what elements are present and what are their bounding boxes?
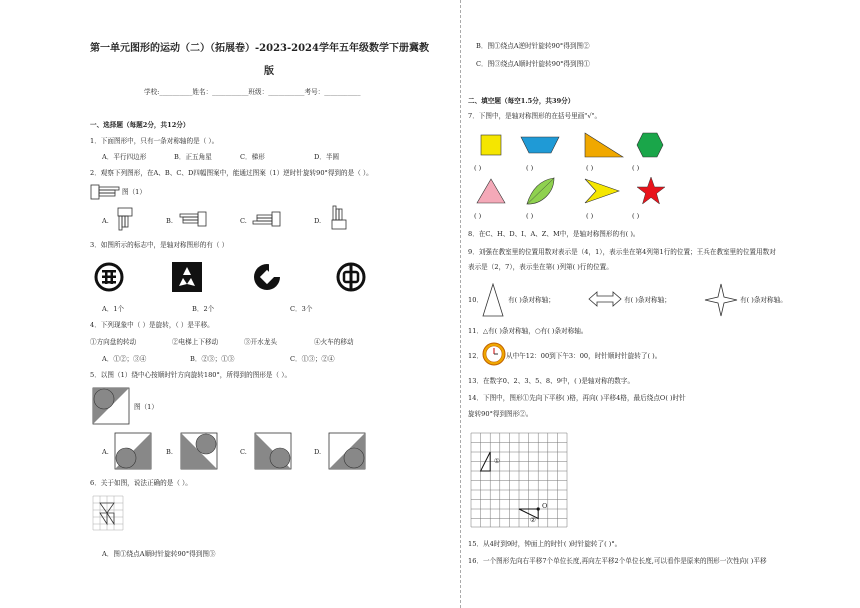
q4-option-c: C．①③；②④ (290, 355, 335, 363)
clock-icon (482, 342, 506, 366)
q14-label-2: ② (530, 516, 536, 524)
q4-item-1: ①方向盘的转动 (90, 338, 137, 346)
q15-text: 15．从4时到9时，钟面上的时针( )时针旋转了( )°。 (468, 540, 622, 548)
q2-option-a: A. (102, 217, 109, 225)
q6-option-c: C．图③绕点A顺时针旋转90°得到图① (476, 60, 590, 68)
four-point-star-icon (704, 283, 738, 317)
q7-paren-5: ( ) (474, 212, 482, 220)
section1-heading: 一、选择题（每题2分，共12分） (90, 121, 190, 129)
q3-option-a: A．1个 (102, 305, 125, 313)
q4-item-3: ③开水龙头 (244, 338, 277, 346)
page-title-line2: 版 (264, 66, 274, 77)
q7-paren-4: ( ) (632, 164, 640, 172)
q1-option-c: C．梯形 (240, 153, 265, 161)
q5-stem: 5．以图（1）绕中心按顺时针方向旋转180°，所得到的图形是（ ）。 (90, 371, 292, 379)
double-arrow-icon (588, 291, 622, 307)
q1-option-d: D．半圆 (314, 153, 340, 161)
q14-line1: 14．下图中，图形①先向下平移( )格，再向( )平移4格，最后绕点O( )时针 (468, 394, 686, 402)
q2-option-d: D. (314, 217, 322, 225)
q14-line2: 旋转90°得到图形②。 (468, 410, 533, 418)
q14-grid-figure-icon (470, 432, 568, 528)
hand-option-d-icon (330, 205, 348, 231)
yellow-square-icon (480, 134, 502, 156)
q16-text: 16．一个图形先向右平移7个单位长度,再向左平移2个单位长度,可以看作是原来的图形一次性向( )平移 (468, 557, 767, 565)
q4-item-2: ②电梯上下移动 (172, 338, 219, 346)
pink-triangle-icon (476, 178, 506, 204)
q14-label-1: ① (494, 457, 500, 465)
q4-option-b: B．②③；①③ (190, 355, 235, 363)
q4-option-a: A．①②；③④ (102, 355, 147, 363)
q10-number: 10． (468, 296, 483, 304)
q12-text: 从中午12：00到下午3：00，时针顺时针旋转了( )。 (506, 352, 662, 360)
hand-option-a-icon (116, 207, 134, 231)
q10-part1: 有( )条对称轴； (508, 296, 555, 304)
q1-option-b: B．正五角星 (174, 153, 212, 161)
q8-text: 8．在C、H、D、I、A、Z、M中，是轴对称图形的有( )。 (468, 230, 640, 238)
q7-paren-3: ( ) (586, 164, 594, 172)
bank-logo-1-icon (94, 262, 124, 292)
q11-text: 11．△有( )条对称轴，○有( )条对称轴。 (468, 327, 588, 335)
green-sector-icon (524, 176, 558, 206)
q5-figure-label: 图（1） (134, 403, 158, 411)
column-divider (460, 0, 461, 608)
q7-paren-7: ( ) (586, 212, 594, 220)
q1-option-a: A．平行四边形 (102, 153, 147, 161)
q3-option-c: C．3个 (290, 305, 313, 313)
q5-option-b: B. (166, 448, 173, 456)
q10-part3: 有( )条对称轴。 (740, 296, 787, 304)
q5-option-a-figure-icon (114, 432, 152, 470)
q7-paren-2: ( ) (526, 164, 534, 172)
q2-option-c: C. (240, 217, 247, 225)
q6-option-b: B．图①绕点A逆时针旋转90°得到图② (476, 42, 590, 50)
q5-option-c-figure-icon (254, 432, 292, 470)
q5-option-b-figure-icon (180, 432, 218, 470)
q5-original-figure-icon (92, 387, 130, 425)
hand-option-c-icon (252, 211, 282, 227)
bank-logo-4-icon (336, 262, 366, 292)
q10-part2: 有( )条对称轴； (624, 296, 671, 304)
q6-grid-figure-icon (92, 495, 124, 531)
student-info-line: 学校:__________姓名：___________班级：___________考号：___________ (144, 88, 361, 96)
q6-stem: 6．关于如图，说法正确的是（ ）。 (90, 479, 192, 487)
bank-logo-3-icon (252, 262, 282, 292)
bank-logo-2-icon (172, 262, 202, 292)
section2-heading: 二、填空题（每空1.5分，共39分） (468, 97, 575, 105)
q5-option-d: D. (314, 448, 322, 456)
orange-triangle-icon (584, 132, 624, 158)
green-hexagon-icon (636, 132, 664, 158)
page-title-line1: 第一单元图形的运动（二）（拓展卷）-2023-2024学年五年级数学下册冀教 (90, 43, 429, 54)
q13-text: 13．在数字0、2、3、5、8、9中，( )是轴对称的数字。 (468, 377, 635, 385)
q7-paren-6: ( ) (526, 212, 534, 220)
q2-figure-label: 图（1） (122, 188, 146, 196)
q3-stem: 3．如图所示的标志中，是轴对称图形的有（ ） (90, 241, 229, 249)
q12-number: 12． (468, 352, 483, 360)
q5-option-c: C. (240, 448, 247, 456)
q7-paren-1: ( ) (474, 164, 482, 172)
hand-option-b-icon (178, 211, 208, 227)
q5-option-a: A. (102, 448, 109, 456)
q9-line2: 表示是（2，7），表示坐在第( )列第( )行的位置。 (468, 263, 613, 271)
q14-point-o: O (542, 502, 548, 510)
q4-stem: 4．下列现象中（ ）是旋转，（ ）是平移。 (90, 321, 214, 329)
q7-paren-8: ( ) (632, 212, 640, 220)
hand-figure-original-icon (90, 184, 120, 200)
q4-item-4: ④火车的移动 (314, 338, 354, 346)
q2-stem: 2．观察下列图形，在A、B、C、D四幅图案中，能通过图案（1）逆时针旋转90°得到的是（ ）。 (90, 169, 373, 177)
q1-stem: 1．下面图形中，只有一条对称轴的是（ ）。 (90, 137, 219, 145)
yellow-arrow-shape-icon (584, 178, 620, 204)
isosceles-triangle-icon (482, 283, 504, 317)
q3-option-b: B．2个 (192, 305, 215, 313)
q6-option-a: A．图①绕点A顺时针旋转90°得到图③ (102, 550, 216, 558)
q9-line1: 9．刘强在教室里的位置用数对表示是（4，1），表示坐在第4列第1行的位置；王兵在教室里的位置用数对 (468, 248, 776, 256)
q7-stem: 7．下图中，是轴对称图形的在括号里画"√"。 (468, 112, 602, 120)
q2-option-b: B. (166, 217, 173, 225)
q5-option-d-figure-icon (328, 432, 366, 470)
red-star-icon (636, 176, 666, 206)
blue-trapezoid-icon (520, 136, 560, 154)
